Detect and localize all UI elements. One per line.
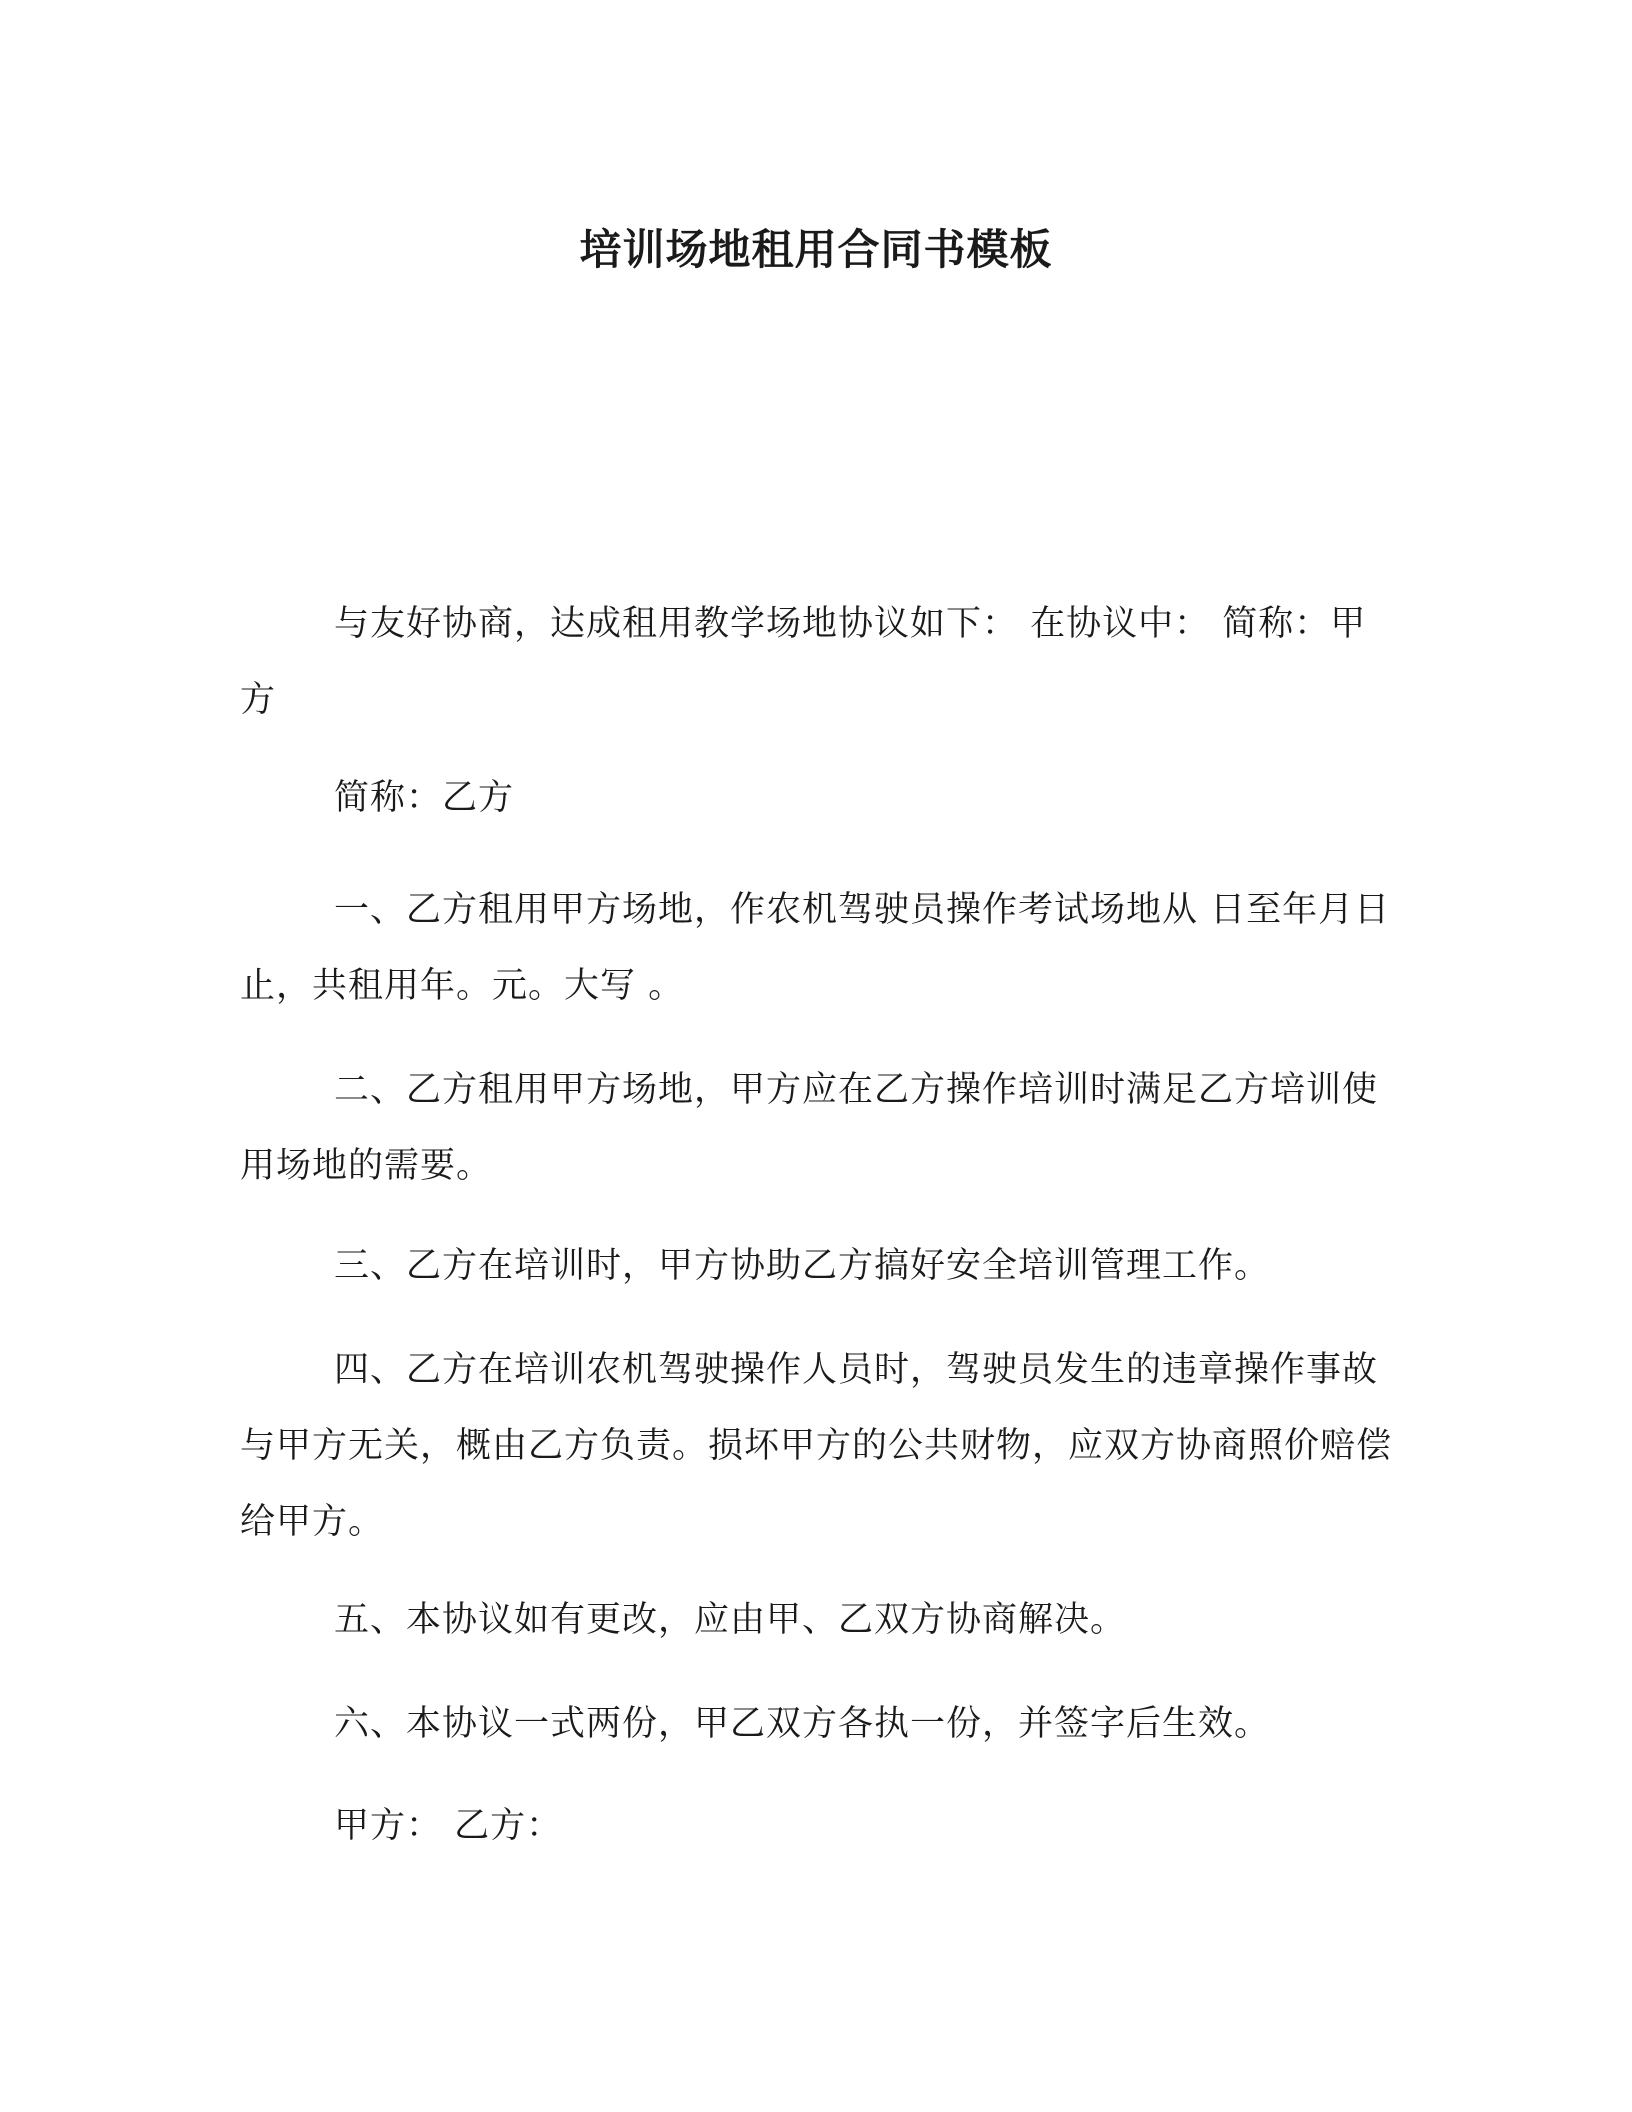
paragraph-text: 简称：乙方 [334, 778, 515, 818]
paragraph-clause-1 [240, 872, 1392, 1024]
paragraph-text: 一、乙方租用甲方场地，作农机驾驶员操作考试场地从 日至年月日止，共租用年。元。大写 。 [240, 890, 1391, 1006]
document-title: 培训场地租用合同书模板 [579, 225, 1053, 274]
paragraph-clause-4 [240, 1332, 1392, 1560]
paragraph-clause-3 [240, 1228, 1392, 1304]
paragraph-clause-6 [240, 1686, 1392, 1762]
paragraph-intro [240, 586, 1392, 738]
paragraph-text: 三、乙方在培训时，甲方协助乙方搞好安全培训管理工作。 [334, 1246, 1271, 1286]
paragraph-text: 甲方： 乙方： [334, 1806, 563, 1846]
paragraph-clause-5 [240, 1582, 1392, 1658]
paragraph-text: 四、乙方在培训农机驾驶操作人员时，驾驶员发生的违章操作事故与甲方无关，概由乙方负责。损坏甲方的公共财物，应双方协商照价赔偿给甲方。 [240, 1350, 1393, 1542]
paragraph-text: 五、本协议如有更改，应由甲、乙双方协商解决。 [334, 1600, 1127, 1640]
paragraph-text: 与友好协商，达成租用教学场地协议如下： 在协议中： 简称：甲方 [240, 604, 1367, 720]
signature-line [240, 1788, 1392, 1864]
paragraph-text: 二、乙方租用甲方场地，甲方应在乙方操作培训时满足乙方培训使用场地的需要。 [240, 1070, 1379, 1186]
paragraph-party-b [240, 760, 1392, 836]
paragraph-clause-2 [240, 1052, 1392, 1204]
paragraph-text: 六、本协议一式两份，甲乙双方各执一份，并签字后生效。 [334, 1704, 1271, 1744]
